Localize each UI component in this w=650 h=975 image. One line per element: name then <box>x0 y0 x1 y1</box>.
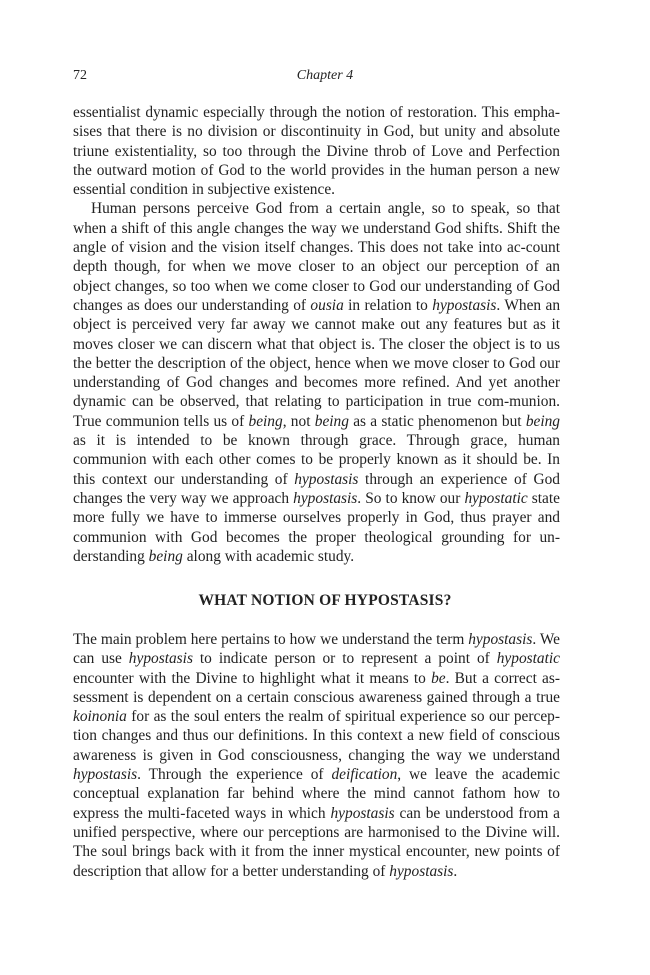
text-run: encounter with the Divine to highlight what it means to <box>73 669 432 687</box>
text-run: along with academic study. <box>182 547 355 565</box>
text-run: through an experience of God changes the very way we approach <box>73 470 560 507</box>
text-run: . But a correct as-sessment is dependent on a certain conscious awareness gained through a true <box>73 669 560 706</box>
text-run: in relation to <box>343 296 433 314</box>
text-run: as a static phenomenon but <box>348 412 526 430</box>
italic-term: hypostasis <box>432 296 497 314</box>
text-run: . <box>453 862 458 880</box>
paragraph <box>73 103 560 199</box>
italic-term: deification <box>331 766 398 784</box>
italic-term: being <box>525 412 561 430</box>
italic-term: ousia <box>310 296 344 314</box>
italic-term: being <box>248 412 283 430</box>
section-heading: WHAT NOTION OF HYPOSTASIS? <box>198 592 452 609</box>
running-head: Chapter 4 <box>296 68 354 83</box>
italic-term: hypostasis <box>128 650 193 668</box>
text-run: , we leave the academic conceptual explanation far behind where the mind cannot fathom how to express the multi-faceted ways in which <box>73 766 560 822</box>
italic-term: being <box>148 547 183 565</box>
italic-term: hypostasis <box>330 804 395 822</box>
italic-term: hypostatic <box>464 489 528 507</box>
text-run: . So to know our <box>357 489 465 507</box>
italic-term: hypostasis <box>468 631 533 648</box>
italic-term: be <box>431 669 446 687</box>
italic-term: hypostasis <box>293 489 358 507</box>
italic-term: hypostasis <box>294 470 359 488</box>
text-run: . When an object is perceived very far away we cannot make out any features but as it moves closer we can discern what that object is. The closer the object is to us the better the description of the object, hence when we move closer to God our understanding of God changes and becomes more refined. And yet another dynamic can be observed, that relating to participation in true com-munion. True communion tells us of <box>73 296 561 430</box>
paragraph <box>73 199 560 566</box>
italic-term: being <box>314 412 349 430</box>
text-run: The main problem here pertains to how we understand the term <box>73 631 469 648</box>
italic-term: hypostatic <box>496 650 560 668</box>
text-run: to indicate person or to represent a point of <box>192 650 497 668</box>
paragraph <box>73 630 560 881</box>
text-run: . Through the experience of <box>137 766 332 784</box>
text-run: . We can use <box>73 631 560 668</box>
text-run: essentialist dynamic especially through the notion of restoration. This empha-sises that there is no division or discontinuity in God, but unity and absolute triune existentiality, so too through the Divine throb of Love and Perfection the outward motion of God to the world provides in the human person a new essential condition in subjective existence. <box>73 104 560 199</box>
text-run: can be understood from a unified perspective, where our perceptions are harmonised to the Divine will. The soul brings back with it from the inner mystical encounter, new points of description that allow for a better understanding of <box>73 804 561 880</box>
body-text-top <box>73 103 560 566</box>
text-run: for as the soul enters the realm of spiritual experience so our percep-tion changes and thus our definitions. In this context a new field of conscious awareness is given in God consciousness, changing the way we understand <box>73 708 560 764</box>
body-text-bottom <box>73 630 560 881</box>
page-number: 72 <box>73 68 87 83</box>
text-run: Human persons perceive God from a certain angle, so to speak, so that when a shift of this angle changes the way we understand God shifts. Shift the angle of vision and the vision itself changes. This does not take into ac-count depth though, for when we move closer to an object our perception of an object changes, so too when we come closer to God our understanding of God changes as does our understanding of <box>73 200 560 314</box>
text-run: as it is intended to be known through grace. Through grace, human communion with each other comes to be properly known as it should be. In this context our understanding of <box>73 432 560 488</box>
italic-term: hypostasis <box>389 862 454 880</box>
text-run: state more fully we have to immerse ourselves properly in God, thus prayer and communion with God becomes the proper theological grounding for un-derstanding <box>73 489 560 565</box>
italic-term: koinonia <box>73 708 127 726</box>
italic-term: hypostasis <box>73 766 138 784</box>
text-run: , not <box>282 412 315 430</box>
